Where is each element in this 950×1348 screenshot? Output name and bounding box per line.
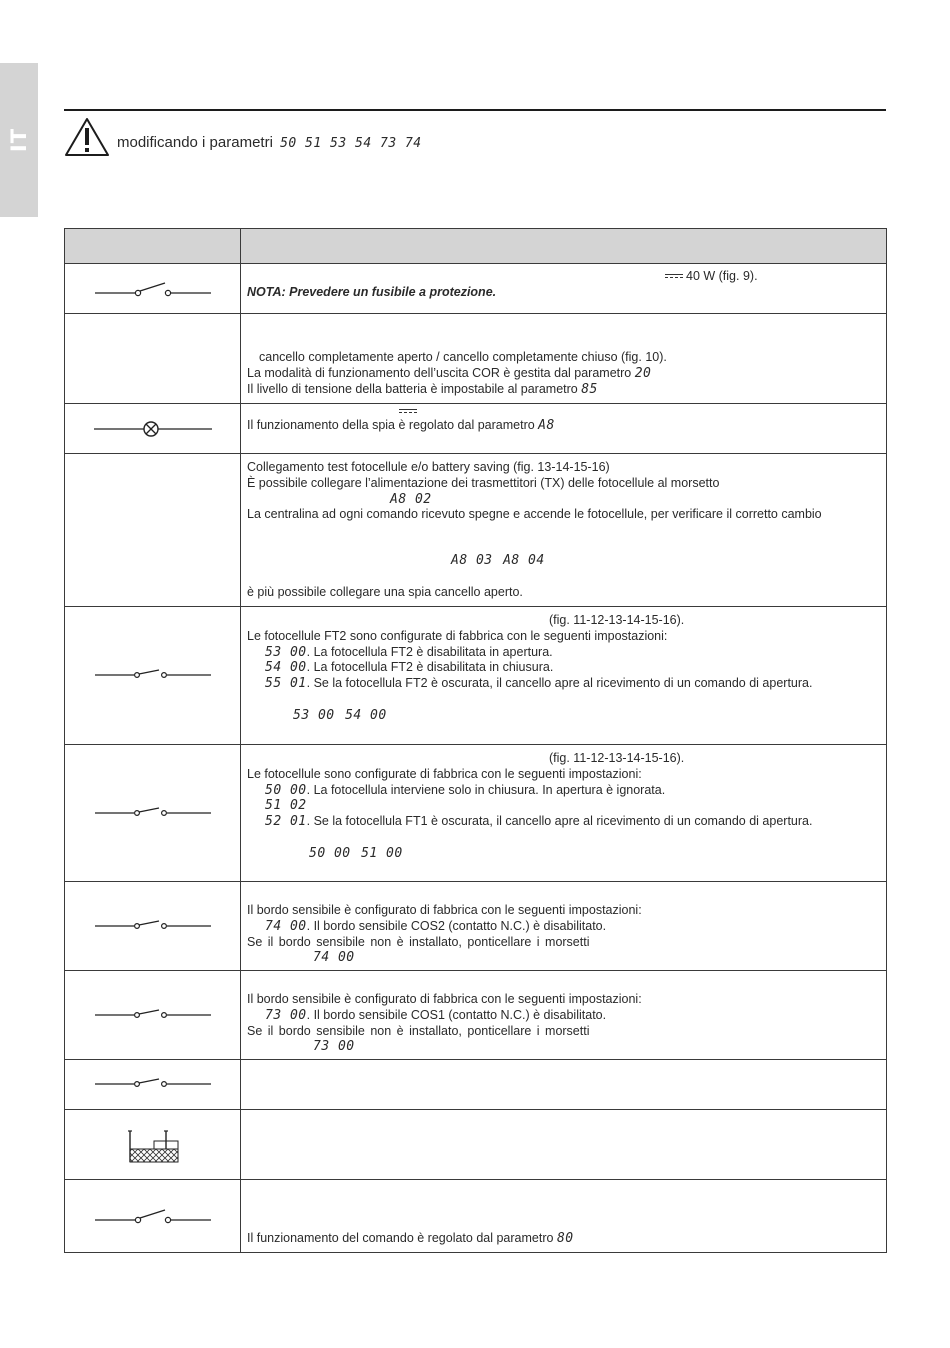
symbol-cell — [65, 454, 241, 607]
description-cell — [241, 1060, 887, 1110]
warning-triangle-icon — [64, 117, 110, 157]
table-row — [65, 314, 887, 404]
top-rule — [64, 109, 886, 111]
symbol-cell — [65, 404, 241, 454]
description-cell — [241, 1110, 887, 1180]
switch-nc-icon — [94, 1009, 212, 1021]
language-tab — [0, 63, 38, 217]
description-cell: Il funzionamento della spia è regolato dal parametro A8 — [241, 404, 887, 454]
switch-open-icon — [94, 279, 212, 299]
symbol-cell — [65, 745, 241, 882]
table-row — [65, 1180, 887, 1253]
switch-open-icon — [94, 1206, 212, 1226]
symbol-cell — [65, 264, 241, 314]
header-terminal — [65, 229, 241, 264]
symbol-cell — [65, 1110, 241, 1180]
table-row — [65, 882, 887, 971]
symbol-cell — [65, 971, 241, 1060]
description-cell: Il bordo sensibile è configurato di fabbrica con le seguenti impostazioni: 73 00. Il bordo sensibile COS1 (contatto N.C.) è disabilitato. Se il bordo sensibile non è installato, ponticellare i morsetti 73 00 — [241, 971, 887, 1060]
description-cell: Collegamento test fotocellule e/o battery saving (fig. 13-14-15-16) È possibile collegare l’alimentazione dei trasmettitori (TX) delle fotocellule al morsetto A8 02 La centralina ad ogni comando ricevuto spegne e accende le fotocellule, per verificare il corretto cambio A8 03 A8 04 è più possibile collegare una spia cancello aperto. — [241, 454, 887, 607]
wiring-table — [64, 228, 887, 1253]
switch-nc-icon — [94, 669, 212, 681]
header-description — [241, 229, 887, 264]
description-cell: (fig. 11-12-13-14-15-16). Le fotocellule sono configurate di fabbrica con le seguenti impostazioni: 50 00. La fotocellula interviene solo in chiusura. In apertura è ignorata. 51 02 52 01. Se la fotocellula FT1 è oscurata, il cancello apre al ricevimento di un comando di apertura. 50 00 51 00 — [241, 745, 887, 882]
table-row — [65, 1110, 887, 1180]
table-row — [65, 745, 887, 882]
description-cell: Il bordo sensibile è configurato di fabbrica con le seguenti impostazioni: 74 00. Il bordo sensibile COS2 (contatto N.C.) è disabilitato. Se il bordo sensibile non è installato, ponticellare i morsetti 74 00 — [241, 882, 887, 971]
table-row — [65, 264, 887, 314]
symbol-cell — [65, 1060, 241, 1110]
table-row — [65, 454, 887, 607]
warning-param-codes: 50 51 53 54 73 74 — [280, 135, 422, 151]
switch-nc-icon — [94, 1078, 212, 1090]
table-row — [65, 404, 887, 454]
note-fuse: NOTA: Prevedere un fusibile a protezione. — [247, 284, 497, 299]
table-row — [65, 607, 887, 745]
symbol-cell — [65, 1180, 241, 1253]
language-tab-label: IT — [7, 127, 31, 153]
symbol-cell — [65, 607, 241, 745]
warning-text: modificando i parametri 50 51 53 54 73 74 — [117, 133, 422, 151]
dc-symbol-icon — [399, 408, 417, 415]
dc-symbol-icon — [665, 273, 683, 280]
switch-nc-icon — [94, 920, 212, 932]
lamp-icon — [93, 419, 213, 439]
symbol-cell — [65, 882, 241, 971]
symbol-cell — [65, 314, 241, 404]
warning-note — [64, 117, 422, 157]
table-row — [65, 1060, 887, 1110]
ground-terminal-icon — [126, 1125, 180, 1165]
description-cell: 40 W (fig. 9). NOTA: Prevedere un fusibile a protezione. — [241, 264, 887, 314]
switch-nc-icon — [94, 807, 212, 819]
description-cell: (fig. 11-12-13-14-15-16). Le fotocellule FT2 sono configurate di fabbrica con le seguenti impostazioni: 53 00. La fotocellula FT2 è disabilitata in apertura. 54 00. La fotocellula FT2 è disabilitata in chiusura. 55 01. Se la fotocellula FT2 è oscurata, il cancello apre al ricevimento di un comando di apertura. 53 00 54 00 — [241, 607, 887, 745]
table-row — [65, 971, 887, 1060]
description-cell: Il funzionamento del comando è regolato dal parametro 80 — [241, 1180, 887, 1253]
table-header-row — [65, 229, 887, 264]
description-cell: cancello completamente aperto / cancello completamente chiuso (fig. 10). La modalità di funzionamento dell’uscita COR è gestita dal parametro 20 Il livello di tensione della batteria è impostabile al parametro 85 — [241, 314, 887, 404]
